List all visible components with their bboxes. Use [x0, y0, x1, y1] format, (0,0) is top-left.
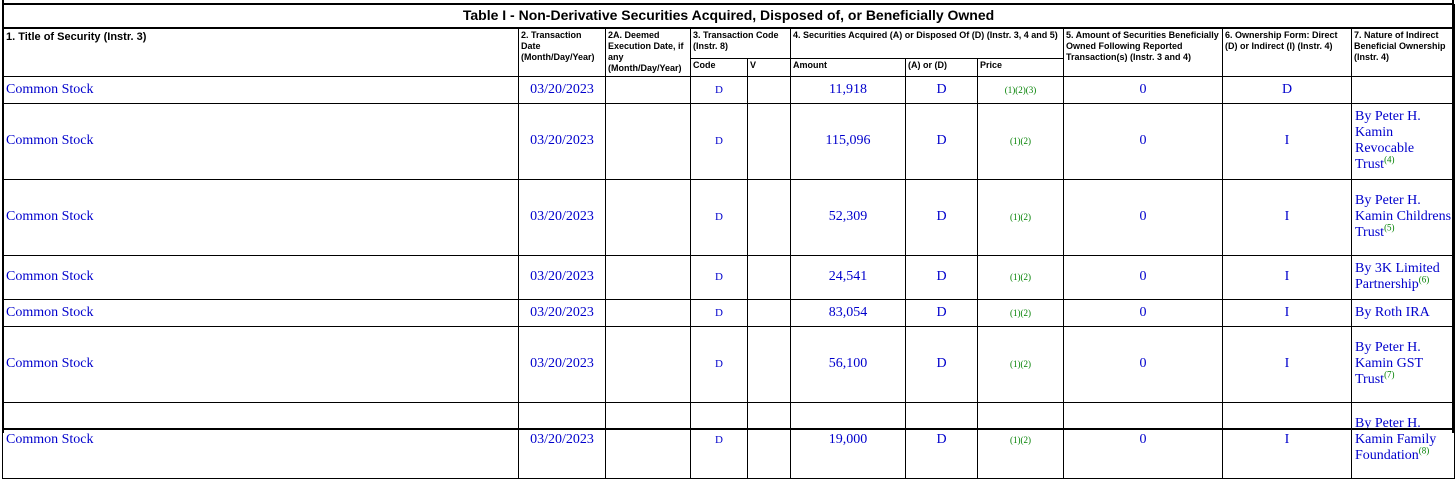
table-title: Table I - Non-Derivative Securities Acquired, Disposed of, or Beneficially Owned	[3, 5, 1455, 29]
nature-of-ownership	[1352, 103, 1455, 179]
nature-of-ownership	[1352, 402, 1455, 478]
ownership-form: I	[1223, 179, 1352, 255]
header-transaction-code: 3. Transaction Code (Instr. 8)	[691, 28, 791, 58]
price	[978, 402, 1064, 478]
deemed-date	[606, 402, 691, 478]
transaction-date: 03/20/2023	[519, 326, 606, 402]
amount-owned: 0	[1064, 103, 1223, 179]
price	[978, 76, 1064, 103]
header-nature: 7. Nature of Indirect Beneficial Ownership (Instr. 4)	[1352, 28, 1455, 76]
amount: 56,100	[791, 326, 906, 402]
nature-text: By Peter H. Kamin Family Foundation	[1355, 416, 1437, 463]
bottom-divider	[2, 428, 1454, 435]
security-title: Common Stock	[3, 299, 519, 326]
security-title: Common Stock	[3, 179, 519, 255]
v-flag	[748, 76, 791, 103]
v-flag	[748, 103, 791, 179]
v-flag	[748, 402, 791, 478]
amount-owned: 0	[1064, 402, 1223, 478]
nature-text: By Peter H. Kamin GST Trust	[1355, 340, 1423, 387]
nature-footnote: (6)	[1418, 274, 1430, 285]
header-amount-owned: 5. Amount of Securities Beneficially Owned Following Reported Transaction(s) (Instr. 3 and 4)	[1064, 28, 1223, 76]
header-securities: 4. Securities Acquired (A) or Disposed Of (D) (Instr. 3, 4 and 5)	[791, 28, 1064, 58]
nature-of-ownership	[1352, 255, 1455, 299]
nature-footnote: (5)	[1384, 222, 1395, 233]
transaction-code: D	[691, 402, 748, 478]
amount-owned: 0	[1064, 299, 1223, 326]
security-title: Common Stock	[3, 76, 519, 103]
a-or-d: D	[906, 255, 978, 299]
table-row	[3, 299, 1455, 326]
security-title: Common Stock	[3, 326, 519, 402]
nature-text: By Peter H. Kamin Childrens Trust	[1355, 193, 1452, 240]
transaction-code: D	[691, 255, 748, 299]
transaction-code: D	[691, 103, 748, 179]
price	[978, 255, 1064, 299]
price	[978, 103, 1064, 179]
nature-of-ownership	[1352, 326, 1455, 402]
price-footnote: (1)(2)	[1010, 272, 1031, 282]
a-or-d: D	[906, 179, 978, 255]
header-title-of-security: 1. Title of Security (Instr. 3)	[3, 28, 519, 76]
nature-of-ownership	[1352, 76, 1455, 103]
transaction-date: 03/20/2023	[519, 76, 606, 103]
ownership-form: I	[1223, 299, 1352, 326]
nature-footnote: (4)	[1384, 154, 1395, 165]
deemed-date	[606, 255, 691, 299]
v-flag	[748, 255, 791, 299]
transaction-code: D	[691, 76, 748, 103]
nature-text: By Roth IRA	[1355, 304, 1430, 320]
v-flag	[748, 299, 791, 326]
table-row	[3, 255, 1455, 299]
transaction-code: D	[691, 299, 748, 326]
amount-owned: 0	[1064, 326, 1223, 402]
header-amount: Amount	[791, 58, 906, 76]
table-row	[3, 326, 1455, 402]
deemed-date	[606, 76, 691, 103]
nature-footnote: (7)	[1384, 369, 1395, 380]
deemed-date	[606, 326, 691, 402]
a-or-d: D	[906, 299, 978, 326]
price-footnote: (1)(2)	[1010, 435, 1031, 445]
amount: 11,918	[791, 76, 906, 103]
table-row	[3, 179, 1455, 255]
amount: 19,000	[791, 402, 906, 478]
amount: 24,541	[791, 255, 906, 299]
price-footnote: (1)(2)	[1010, 359, 1031, 369]
nature-of-ownership	[1352, 179, 1455, 255]
transaction-date: 03/20/2023	[519, 255, 606, 299]
price-footnote: (1)(2)	[1010, 212, 1031, 222]
deemed-date	[606, 103, 691, 179]
price-footnote: (1)(2)	[1010, 136, 1031, 146]
nature-of-ownership	[1352, 299, 1455, 326]
price-footnote: (1)(2)(3)	[1004, 84, 1037, 95]
transaction-code: D	[691, 179, 748, 255]
table-row	[3, 103, 1455, 179]
deemed-date	[606, 179, 691, 255]
nature-text: By 3K Limited Partnership	[1355, 261, 1440, 292]
amount-owned: 0	[1064, 179, 1223, 255]
price-footnote: (1)(2)	[1010, 307, 1031, 318]
ownership-form: I	[1223, 103, 1352, 179]
price	[978, 299, 1064, 326]
ownership-form: I	[1223, 402, 1352, 478]
a-or-d: D	[906, 402, 978, 478]
header-code: Code	[691, 58, 748, 76]
v-flag	[748, 326, 791, 402]
header-price: Price	[978, 58, 1064, 76]
ownership-form: D	[1223, 76, 1352, 103]
amount: 83,054	[791, 299, 906, 326]
deemed-date	[606, 299, 691, 326]
header-deemed-execution: 2A. Deemed Execution Date, if any (Month/Day/Year)	[606, 28, 691, 76]
header-ownership-form: 6. Ownership Form: Direct (D) or Indirect (I) (Instr. 4)	[1223, 28, 1352, 76]
non-derivative-table	[2, 4, 1455, 479]
amount: 115,096	[791, 103, 906, 179]
header-transaction-date: 2. Transaction Date (Month/Day/Year)	[519, 28, 606, 76]
transaction-date: 03/20/2023	[519, 179, 606, 255]
nature-text: By Peter H. Kamin Revocable Trust	[1355, 109, 1421, 172]
ownership-form: I	[1223, 326, 1352, 402]
header-v: V	[748, 58, 791, 76]
a-or-d: D	[906, 103, 978, 179]
transaction-date: 03/20/2023	[519, 299, 606, 326]
ownership-form: I	[1223, 255, 1352, 299]
security-title: Common Stock	[3, 103, 519, 179]
transaction-date: 03/20/2023	[519, 402, 606, 478]
a-or-d: D	[906, 326, 978, 402]
amount: 52,309	[791, 179, 906, 255]
amount-owned: 0	[1064, 76, 1223, 103]
security-title: Common Stock	[3, 402, 519, 478]
transaction-date: 03/20/2023	[519, 103, 606, 179]
amount-owned: 0	[1064, 255, 1223, 299]
price	[978, 326, 1064, 402]
security-title: Common Stock	[3, 255, 519, 299]
header-a-or-d: (A) or (D)	[906, 58, 978, 76]
transaction-code: D	[691, 326, 748, 402]
price	[978, 179, 1064, 255]
table-row	[3, 76, 1455, 103]
nature-footnote: (8)	[1418, 445, 1430, 456]
v-flag	[748, 179, 791, 255]
table-row	[3, 402, 1455, 478]
a-or-d: D	[906, 76, 978, 103]
